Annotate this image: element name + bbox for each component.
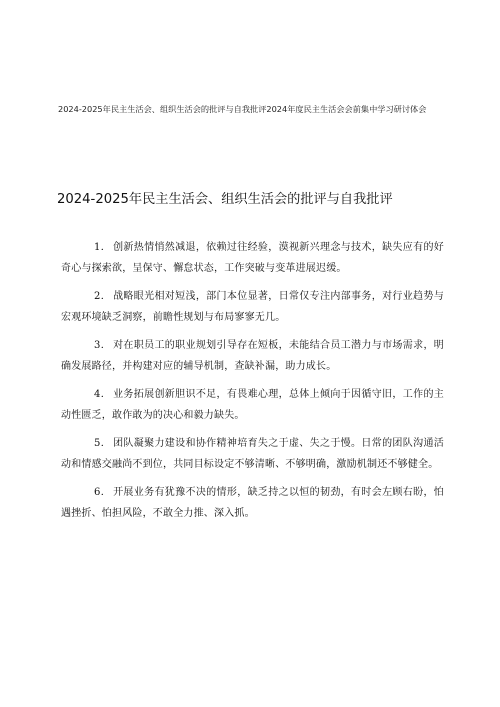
paragraph-text: 开展业务有犹豫不决的情形，缺乏持之以恒的韧劲，有时会左顾右盼，怕遇挫折、怕担风险，不敢全力推、深入抓。	[61, 487, 444, 519]
paragraph-1	[61, 238, 444, 279]
document-body	[61, 238, 444, 532]
header-title: 2024-2025年民主生活会、组织生活会的批评与自我批评2024年度民主生活会会前集中学习研讨体会	[58, 104, 427, 114]
paragraph-number: 6．	[94, 487, 112, 498]
paragraph-2	[61, 287, 444, 328]
paragraph-text: 业务拓展创新胆识不足，有畏难心理，总体上倾向于因循守旧，工作的主动性匮乏，敢作敢为的决心和毅力缺失。	[61, 389, 444, 421]
paragraph-number: 2．	[94, 291, 112, 302]
paragraph-text: 团队凝聚力建设和协作精神培育失之于虚、失之于慢。日常的团队沟通活动和情感交融尚不到位，共同目标设定不够清晰、不够明确，激励机制还不够健全。	[61, 438, 444, 470]
paragraph-number: 5．	[94, 438, 112, 449]
paragraph-text: 战略眼光相对短浅，部门本位显著，日常仅专注内部事务，对行业趋势与宏观环境缺乏洞察，前瞻性规划与布局寥寥无几。	[61, 291, 444, 323]
paragraph-number: 1．	[94, 242, 112, 253]
paragraph-6	[61, 483, 444, 524]
paragraph-number: 3．	[94, 340, 112, 351]
paragraph-number: 4．	[94, 389, 112, 400]
paragraph-text: 对在职员工的职业规划引导存在短板，未能结合员工潜力与市场需求，明确发展路径，并构建对应的辅导机制，查缺补漏，助力成长。	[61, 340, 444, 372]
paragraph-4	[61, 385, 444, 426]
document-title: 2024-2025年民主生活会、组织生活会的批评与自我批评	[57, 192, 393, 207]
paragraph-3	[61, 336, 444, 377]
paragraph-text: 创新热情悄然减退，依赖过往经验，漠视新兴理念与技术，缺失应有的好奇心与探索欲，呈保守、懈怠状态，工作突破与变革进展迟缓。	[61, 242, 444, 274]
paragraph-5	[61, 434, 444, 475]
